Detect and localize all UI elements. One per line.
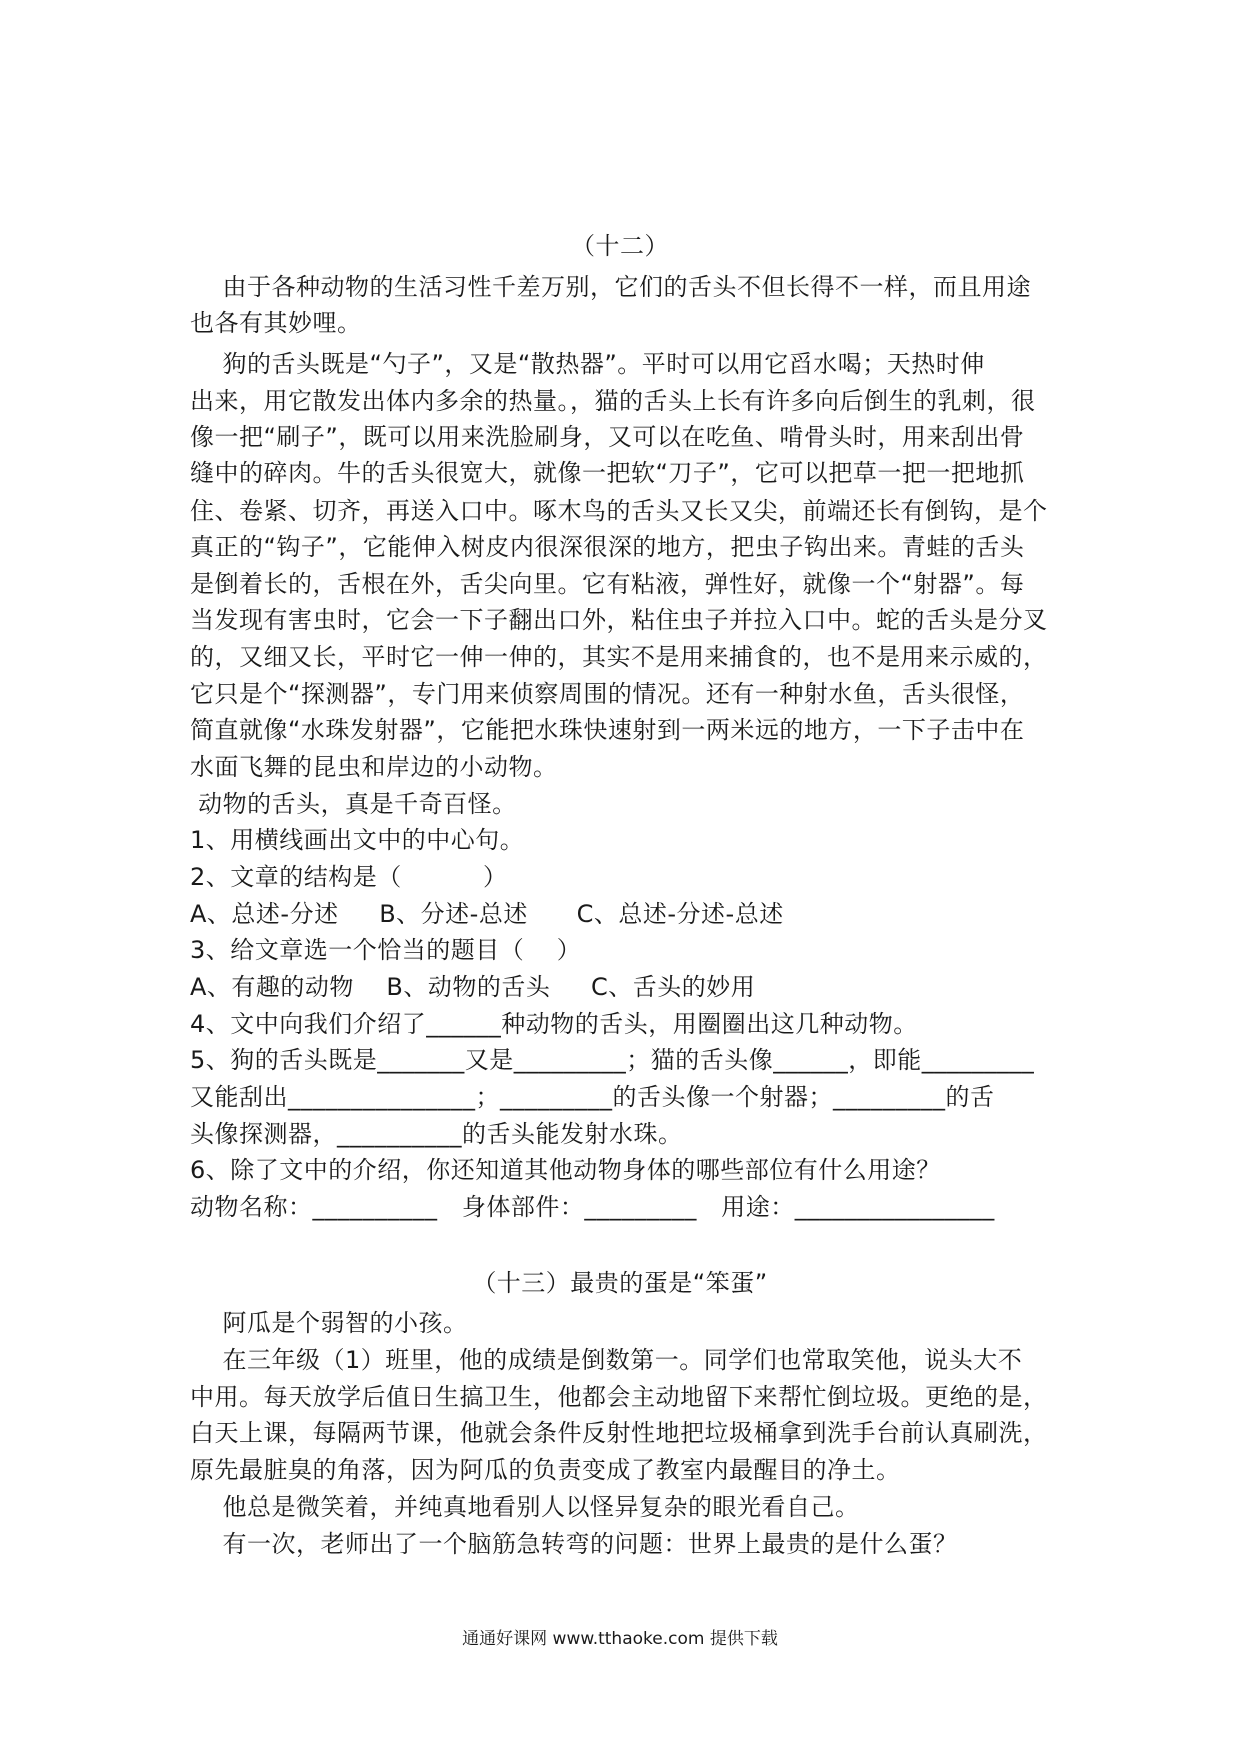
paragraph-line: 中用。每天放学后值日生搞卫生，他都会主动地留下来帮忙倒垃圾。更绝的是， — [190, 1383, 1048, 1411]
paragraph-line: 由于各种动物的生活习性千差万别，它们的舌头不但长得不一样，而且用途 — [190, 273, 1032, 301]
paragraph-line: 的，又细又长，平时它一伸一伸的，其实不是用来捕食的，也不是用来示威的， — [190, 643, 1048, 671]
paragraph-line: 也各有其妙哩。 — [190, 309, 362, 337]
paragraph-line: 有一次，老师出了一个脑筋急转弯的问题：世界上最贵的是什么蛋？ — [190, 1530, 958, 1558]
paragraph-line: 简直就像“水珠发射器”，它能把水珠快速射到一两米远的地方，一下子击中在 — [190, 716, 1025, 744]
paragraph-line: 动物的舌头，真是千奇百怪。 — [190, 790, 517, 818]
paragraph-line: 水面飞舞的昆虫和岸边的小动物。 — [190, 753, 558, 781]
paragraph-line: 狗的舌头既是“勺子”，又是“散热器”。平时可以用它舀水喝；天热时伸 — [190, 350, 985, 378]
paragraph-line: 像一把“刷子”，既可以用来洗脸刷身，又可以在吃鱼、啃骨头时，用来刮出骨 — [190, 423, 1025, 451]
section-13-heading: （十三）最贵的蛋是“笨蛋” — [472, 1269, 768, 1297]
question-line: 5、狗的舌头既是_______又是_________；猫的舌头像______，即能_________ — [190, 1046, 1035, 1074]
paragraph-line: 在三年级（1）班里，他的成绩是倒数第一。同学们也常取笑他，说头大不 — [190, 1346, 1023, 1374]
paragraph-line: 缝中的碎肉。牛的舌头很宽大，就像一把软“刀子”，它可以把草一把一把地抓 — [190, 459, 1025, 487]
question-line: 头像探测器，__________的舌头能发射水珠。 — [190, 1120, 683, 1148]
paragraph-line: 住、卷紧、切齐，再送入口中。啄木鸟的舌头又长又尖，前端还长有倒钩，是个 — [190, 497, 1048, 525]
section-12-heading: （十二） — [571, 232, 669, 260]
question-line: 3、给文章选一个恰当的题目（ ） — [190, 936, 582, 964]
paragraph-line: 出来，用它散发出体内多余的热量。，猫的舌头上长有许多向后倒生的乳刺，很 — [190, 387, 1036, 415]
paragraph-line: 它只是个“探测器”，专门用来侦察周围的情况。还有一种射水鱼，舌头很怪， — [190, 680, 1025, 708]
question-line: A、总述-分述 B、分述-总述 C、总述-分述-总述 — [190, 900, 784, 928]
footer-text: 通通好课网 www.tthaoke.com 提供下载 — [462, 1629, 778, 1649]
paragraph-line: 白天上课，每隔两节课，他就会条件反射性地把垃圾桶拿到洗手台前认真刷洗， — [190, 1419, 1048, 1447]
paragraph-line: 真正的“钩子”，它能伸入树皮内很深很深的地方，把虫子钩出来。青蛙的舌头 — [190, 533, 1025, 561]
question-line: 1、用横线画出文中的中心句。 — [190, 826, 525, 854]
question-line: 6、除了文中的介绍，你还知道其他动物身体的哪些部位有什么用途？ — [190, 1156, 941, 1184]
question-line: 4、文中向我们介绍了______种动物的舌头，用圈圈出这几种动物。 — [190, 1010, 918, 1038]
paragraph-line: 阿瓜是个弱智的小孩。 — [190, 1309, 468, 1337]
paragraph-line: 是倒着长的，舌根在外，舌尖向里。它有粘液，弹性好，就像一个“射器”。每 — [190, 570, 1025, 598]
paragraph-line: 当发现有害虫时，它会一下子翻出口外，粘住虫子并拉入口中。蛇的舌头是分叉 — [190, 606, 1048, 634]
question-line: 又能刮出_______________；_________的舌头像一个射器；_________的舌 — [190, 1083, 995, 1111]
paragraph-line: 原先最脏臭的角落，因为阿瓜的负责变成了教室内最醒目的净土。 — [190, 1456, 901, 1484]
question-line: 动物名称：__________ 身体部件：_________ 用途：________________ — [190, 1193, 995, 1221]
question-line: A、有趣的动物 B、动物的舌头 C、舌头的妙用 — [190, 973, 756, 1001]
question-line: 2、文章的结构是（ ） — [190, 863, 508, 891]
paragraph-line: 他总是微笑着，并纯真地看别人以怪异复杂的眼光看自己。 — [190, 1493, 860, 1521]
